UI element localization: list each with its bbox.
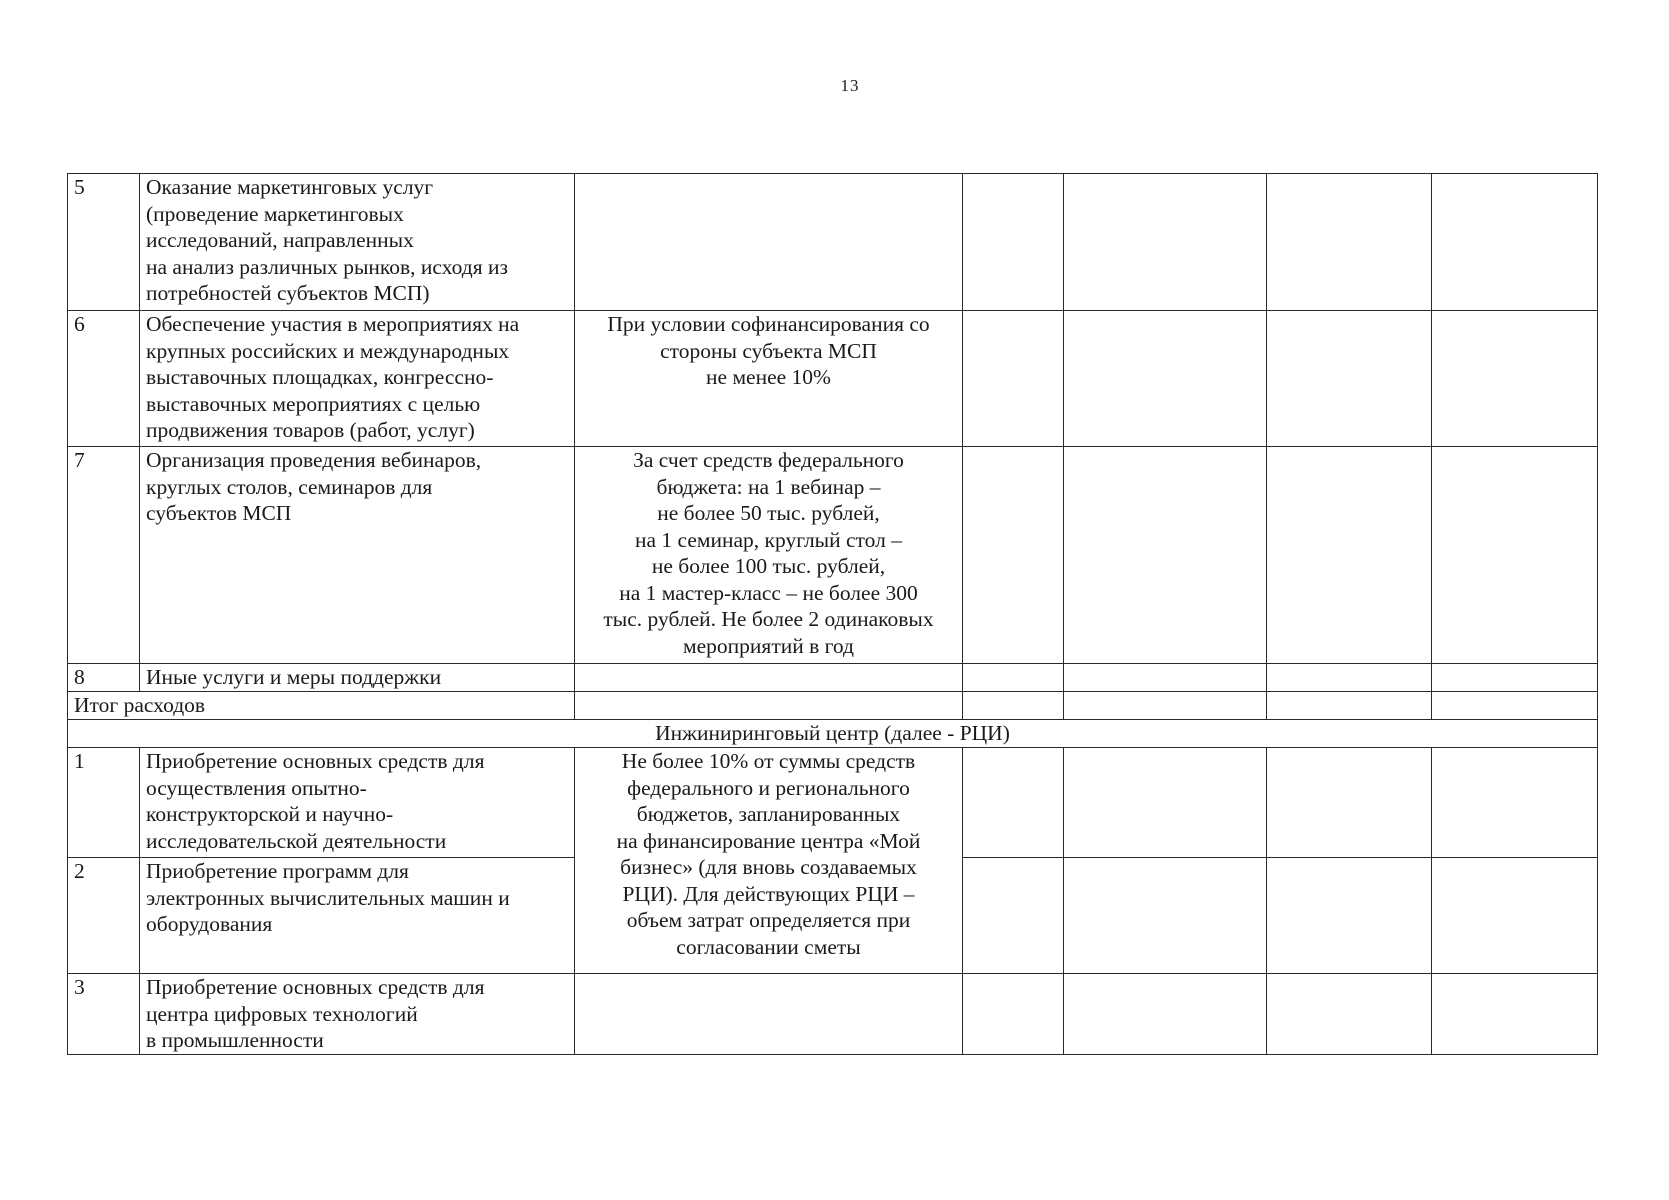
expenses-table: [67, 173, 1598, 1055]
service-name: Оказание маркетинговых услуг (проведение маркетинговых исследований, направленных на анализ различных рынков, исходя из потребностей субъектов МСП): [140, 174, 575, 311]
empty-cell: [1064, 311, 1267, 447]
row-number: 8: [68, 664, 140, 692]
empty-cell: [1432, 974, 1598, 1055]
table-row: [68, 311, 1598, 447]
table-row: [68, 664, 1598, 692]
table-row: [68, 174, 1598, 311]
empty-cell: [1064, 692, 1267, 720]
page-number: 13: [840, 76, 860, 95]
empty-cell: [963, 447, 1064, 664]
section-title: Инжиниринговый центр (далее - РЦИ): [68, 720, 1598, 748]
empty-cell: [1267, 174, 1432, 311]
service-name: Иные услуги и меры поддержки: [140, 664, 575, 692]
condition-cell: За счет средств федерального бюджета: на 1 вебинар – не более 50 тыс. рублей, на 1 семинар, круглый стол – не более 100 тыс. рублей, на 1 мастер-класс – не более 300 тыс. рублей. Не более 2 одинаковых мероприятий в год: [575, 447, 963, 664]
empty-cell: [1432, 311, 1598, 447]
empty-cell: [1267, 692, 1432, 720]
table-row: [68, 447, 1598, 664]
empty-cell: [1064, 858, 1267, 974]
empty-cell: [1432, 664, 1598, 692]
empty-cell: [1432, 748, 1598, 858]
empty-cell: [575, 664, 963, 692]
empty-cell: [1267, 311, 1432, 447]
empty-cell: [1064, 974, 1267, 1055]
empty-cell: [1064, 174, 1267, 311]
empty-cell: [963, 974, 1064, 1055]
empty-cell: [575, 692, 963, 720]
empty-cell: [1267, 447, 1432, 664]
table-row: [68, 974, 1598, 1055]
condition-cell: [575, 174, 963, 311]
empty-cell: [963, 692, 1064, 720]
empty-cell: [1432, 174, 1598, 311]
empty-cell: [1432, 447, 1598, 664]
service-name: Приобретение программ для электронных вычислительных машин и оборудования: [140, 858, 575, 974]
empty-cell: [1267, 858, 1432, 974]
row-number: 5: [68, 174, 140, 311]
section-header-row: [68, 720, 1598, 748]
empty-cell: [1432, 692, 1598, 720]
total-row: [68, 692, 1598, 720]
table-row: [68, 748, 1598, 858]
row-number: 6: [68, 311, 140, 447]
empty-cell: [1064, 447, 1267, 664]
empty-cell: [963, 664, 1064, 692]
total-label: Итог расходов: [68, 692, 575, 720]
empty-cell: [963, 311, 1064, 447]
service-name: Организация проведения вебинаров, круглых столов, семинаров для субъектов МСП: [140, 447, 575, 664]
service-name: Приобретение основных средств для осуществления опытно- конструкторской и научно- исследовательской деятельности: [140, 748, 575, 858]
empty-cell: [1267, 664, 1432, 692]
service-name: Приобретение основных средств для центра цифровых технологий в промышленности: [140, 974, 575, 1055]
empty-cell: [963, 748, 1064, 858]
row-number: 3: [68, 974, 140, 1055]
condition-cell: [575, 974, 963, 1055]
row-number: 7: [68, 447, 140, 664]
row-number: 1: [68, 748, 140, 858]
condition-cell: При условии софинансирования со стороны субъекта МСП не менее 10%: [575, 311, 963, 447]
empty-cell: [1064, 664, 1267, 692]
row-number: 2: [68, 858, 140, 974]
empty-cell: [963, 858, 1064, 974]
empty-cell: [1267, 748, 1432, 858]
empty-cell: [1064, 748, 1267, 858]
empty-cell: [963, 174, 1064, 311]
empty-cell: [1267, 974, 1432, 1055]
service-name: Обеспечение участия в мероприятиях на крупных российских и международных выставочных площадках, конгрессно- выставочных мероприятиях с целью продвижения товаров (работ, услуг): [140, 311, 575, 447]
empty-cell: [1432, 858, 1598, 974]
condition-cell: Не более 10% от суммы средств федерального и регионального бюджетов, запланированных на финансирование центра «Мой бизнес» (для вновь создаваемых РЦИ). Для действующих РЦИ – объем затрат определяется при согласовании сметы: [575, 748, 963, 974]
